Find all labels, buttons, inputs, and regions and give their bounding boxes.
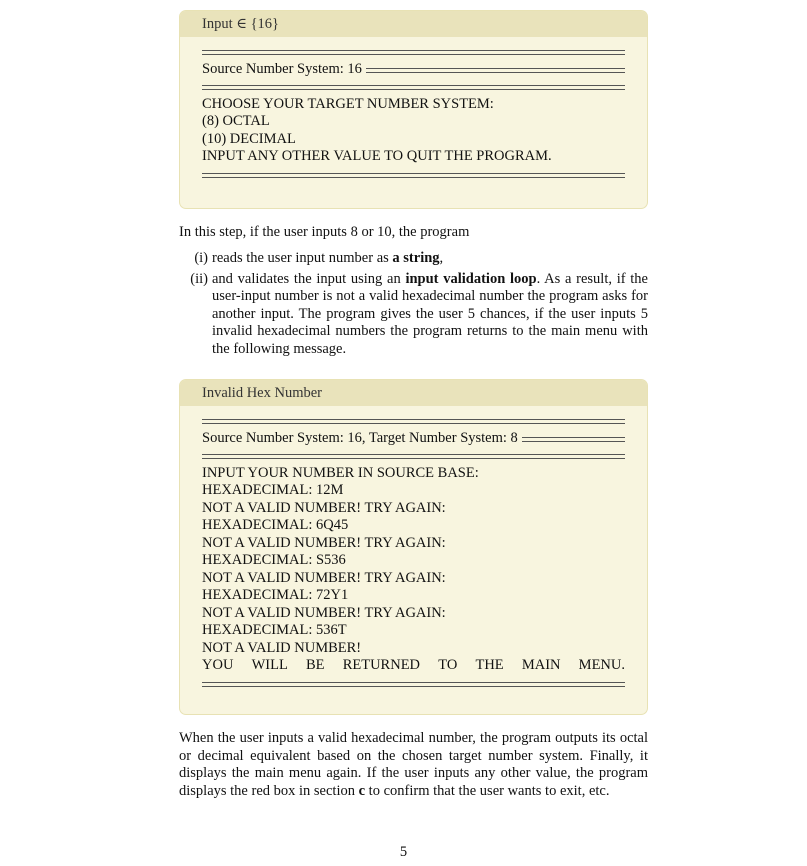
list-item: [179, 271, 648, 359]
page-number: 5: [399, 844, 408, 860]
console-line: INPUT ANY OTHER VALUE TO QUIT THE PROGRAM.: [202, 148, 552, 164]
return-word: BE: [306, 657, 325, 673]
console-line: NOT A VALID NUMBER! TRY AGAIN:: [202, 499, 446, 516]
console-line: HEXADECIMAL: 536T: [202, 622, 347, 638]
invalid-hex-box-body: [180, 406, 647, 692]
invalid-hex-box-title: Invalid Hex Number: [180, 380, 647, 406]
step-list: [179, 250, 648, 361]
list-item-text-pre: reads the user input number as: [212, 250, 393, 266]
console-line: HEXADECIMAL: 6Q45: [202, 517, 349, 533]
source-line: [202, 61, 625, 79]
console-line: NOT A VALID NUMBER! TRY AGAIN:: [202, 604, 446, 621]
return-word: RETURNED: [342, 657, 421, 673]
return-word: TO: [438, 657, 458, 673]
list-item-text: [212, 250, 648, 268]
console-line: NOT A VALID NUMBER!: [202, 639, 362, 656]
console-line: (10) DECIMAL: [202, 130, 296, 147]
list-item-text-post: . As a result, if the user-input number is not a valid hexadecimal number the program asks for another input. The program gives the user 5 chances, if the user inputs 5 invalid hexadecimal numbers the program returns to the main menu with the following message.: [212, 270, 648, 357]
outro-text-pre: When the user inputs a valid hexadecimal number, the program outputs its octal or decimal equivalent based on the chosen target number system. Finally, it displays the main menu again. If the user inputs any other value, the program displays the red box in section: [179, 730, 648, 799]
source-line: [202, 430, 625, 448]
list-item-number: (ii): [190, 270, 208, 287]
intro-text: In this step, if the user inputs 8 or 10, the program: [179, 224, 470, 240]
console-line: CHOOSE YOUR TARGET NUMBER SYSTEM:: [202, 95, 494, 112]
return-message-line: [202, 657, 625, 675]
input-box-body: [180, 37, 647, 183]
intro-paragraph: [179, 224, 648, 242]
return-word: THE: [475, 657, 504, 673]
separator-rule: [202, 166, 625, 184]
console-line: INPUT YOUR NUMBER IN SOURCE BASE:: [202, 464, 479, 481]
console-line: HEXADECIMAL: 72Y1: [202, 587, 349, 603]
outro-paragraph: [179, 730, 648, 800]
invalid-hex-box: [179, 379, 648, 715]
console-line: NOT A VALID NUMBER! TRY AGAIN:: [202, 534, 446, 551]
separator-rule: [202, 675, 625, 693]
separator-fill: [522, 430, 625, 448]
separator-rule: [202, 447, 625, 465]
list-item-bold: a string: [392, 250, 440, 266]
return-word: YOU: [202, 657, 234, 673]
list-item-number: (i): [194, 250, 208, 266]
outro-text-post: to confirm that the user wants to exit, etc.: [365, 782, 610, 799]
list-item-text: [212, 271, 648, 359]
console-line: HEXADECIMAL: S536: [202, 552, 346, 568]
input-box-title: Input ∈ {16}: [180, 11, 647, 37]
return-word: WILL: [251, 657, 288, 673]
list-item-bold: input validation loop: [405, 270, 537, 287]
separator-rule: [202, 43, 625, 61]
console-line: NOT A VALID NUMBER! TRY AGAIN:: [202, 569, 446, 586]
console-line: HEXADECIMAL: 12M: [202, 482, 344, 498]
return-word: MENU.: [578, 657, 625, 673]
separator-fill: [366, 61, 625, 79]
input-box: [179, 10, 648, 209]
return-word: MAIN: [521, 657, 561, 673]
list-item-text-pre: and validates the input using an: [212, 270, 406, 287]
source-text: Source Number System: 16, Target Number System: 8: [202, 429, 518, 446]
list-item: [179, 250, 648, 268]
list-item-text-post: ,: [439, 250, 444, 266]
separator-rule: [202, 78, 625, 96]
source-text: Source Number System: 16: [202, 60, 362, 77]
console-line: (8) OCTAL: [202, 113, 270, 129]
section-reference: c: [358, 782, 366, 799]
separator-rule: [202, 412, 625, 430]
